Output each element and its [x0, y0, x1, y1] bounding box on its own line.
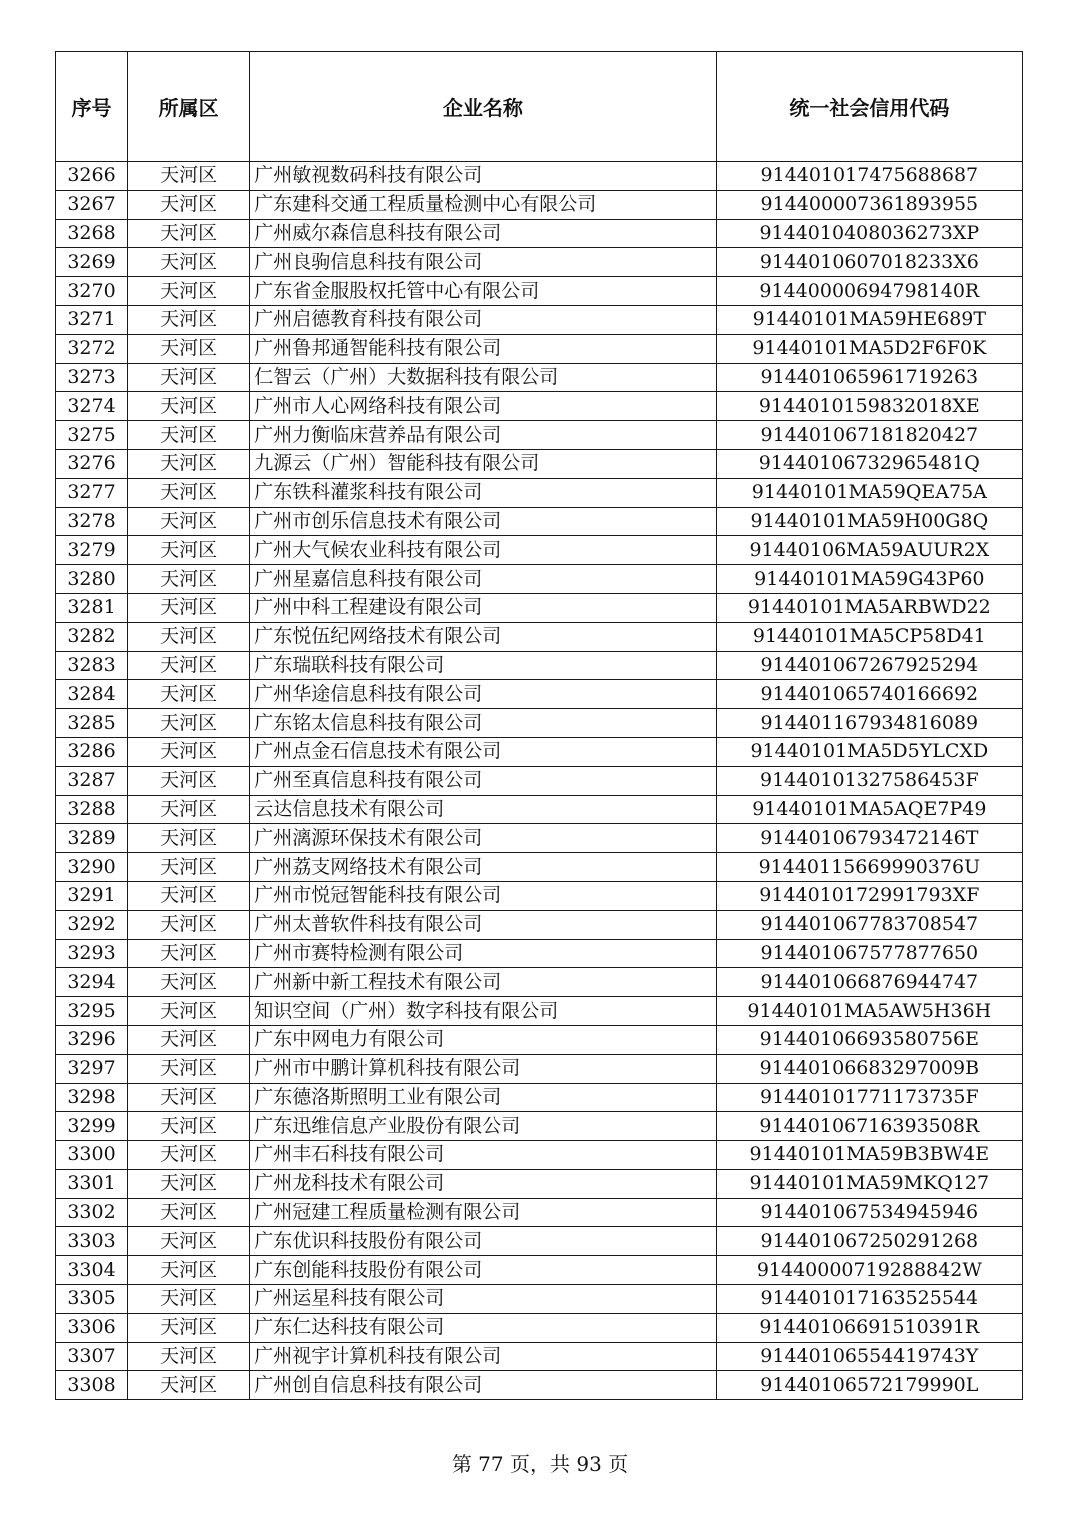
cell-serial-number: 3276 [56, 449, 128, 478]
cell-credit-code: 91440101MA59H00G8Q [716, 507, 1022, 536]
cell-serial-number: 3305 [56, 1285, 128, 1314]
cell-district: 天河区 [128, 737, 250, 766]
cell-credit-code: 91440115669990376U [716, 853, 1022, 882]
cell-company-name: 广州威尔森信息科技有限公司 [250, 219, 716, 248]
cell-company-name: 广州敏视数码科技有限公司 [250, 162, 716, 191]
cell-company-name: 广东瑞联科技有限公司 [250, 651, 716, 680]
cell-company-name: 广州大气候农业科技有限公司 [250, 536, 716, 565]
cell-credit-code: 914401065740166692 [716, 680, 1022, 709]
cell-company-name: 仁智云（广州）大数据科技有限公司 [250, 363, 716, 392]
cell-credit-code: 91440101MA5D5YLCXD [716, 737, 1022, 766]
cell-district: 天河区 [128, 565, 250, 594]
cell-credit-code: 91440106683297009B [716, 1054, 1022, 1083]
table-row [56, 277, 1023, 306]
cell-serial-number: 3271 [56, 305, 128, 334]
cell-serial-number: 3278 [56, 507, 128, 536]
table-row [56, 421, 1023, 450]
cell-serial-number: 3266 [56, 162, 128, 191]
cell-credit-code: 914401017163525544 [716, 1285, 1022, 1314]
cell-district: 天河区 [128, 421, 250, 450]
table-row [56, 1371, 1023, 1400]
table-row [56, 1256, 1023, 1285]
cell-company-name: 广东铭太信息科技有限公司 [250, 709, 716, 738]
table-row [56, 1285, 1023, 1314]
cell-credit-code: 91440106793472146T [716, 824, 1022, 853]
cell-district: 天河区 [128, 1198, 250, 1227]
cell-district: 天河区 [128, 449, 250, 478]
cell-district: 天河区 [128, 507, 250, 536]
cell-serial-number: 3306 [56, 1313, 128, 1342]
cell-district: 天河区 [128, 622, 250, 651]
cell-credit-code: 91440101MA59B3BW4E [716, 1141, 1022, 1170]
table-row [56, 910, 1023, 939]
cell-credit-code: 91440106572179990L [716, 1371, 1022, 1400]
cell-district: 天河区 [128, 824, 250, 853]
table-row [56, 1083, 1023, 1112]
cell-company-name: 广东德洛斯照明工业有限公司 [250, 1083, 716, 1112]
cell-serial-number: 3267 [56, 190, 128, 219]
cell-company-name: 广州视宇计算机科技有限公司 [250, 1342, 716, 1371]
table-row [56, 651, 1023, 680]
cell-credit-code: 91440106693580756E [716, 1025, 1022, 1054]
cell-company-name: 广东创能科技股份有限公司 [250, 1256, 716, 1285]
cell-credit-code: 91440101MA5D2F6F0K [716, 334, 1022, 363]
table-row [56, 248, 1023, 277]
cell-district: 天河区 [128, 795, 250, 824]
cell-serial-number: 3289 [56, 824, 128, 853]
cell-company-name: 广州荔支网络技术有限公司 [250, 853, 716, 882]
header-credit-code: 统一社会信用代码 [716, 52, 1022, 162]
cell-district: 天河区 [128, 305, 250, 334]
cell-credit-code: 91440106691510391R [716, 1313, 1022, 1342]
cell-credit-code: 91440101MA59HE689T [716, 305, 1022, 334]
cell-serial-number: 3282 [56, 622, 128, 651]
cell-credit-code: 91440101327586453F [716, 766, 1022, 795]
cell-company-name: 广州中科工程建设有限公司 [250, 593, 716, 622]
cell-credit-code: 91440106554419743Y [716, 1342, 1022, 1371]
cell-serial-number: 3291 [56, 881, 128, 910]
cell-district: 天河区 [128, 248, 250, 277]
cell-district: 天河区 [128, 478, 250, 507]
table-row [56, 536, 1023, 565]
cell-credit-code: 91440106732965481Q [716, 449, 1022, 478]
table-row [56, 766, 1023, 795]
cell-district: 天河区 [128, 1112, 250, 1141]
cell-serial-number: 3280 [56, 565, 128, 594]
cell-district: 天河区 [128, 219, 250, 248]
cell-serial-number: 3288 [56, 795, 128, 824]
cell-district: 天河区 [128, 1342, 250, 1371]
cell-company-name: 广州漓源环保技术有限公司 [250, 824, 716, 853]
cell-credit-code: 914401067250291268 [716, 1227, 1022, 1256]
table-row [56, 824, 1023, 853]
table-row [56, 853, 1023, 882]
cell-credit-code: 91440106MA59AUUR2X [716, 536, 1022, 565]
cell-credit-code: 9144010172991793XF [716, 881, 1022, 910]
cell-serial-number: 3292 [56, 910, 128, 939]
cell-company-name: 广州至真信息科技有限公司 [250, 766, 716, 795]
cell-credit-code: 914401065961719263 [716, 363, 1022, 392]
cell-credit-code: 91440101MA5AW5H36H [716, 997, 1022, 1026]
cell-district: 天河区 [128, 651, 250, 680]
cell-company-name: 广东省金服股权托管中心有限公司 [250, 277, 716, 306]
table-row [56, 968, 1023, 997]
cell-company-name: 广州创自信息科技有限公司 [250, 1371, 716, 1400]
cell-company-name: 广州华途信息科技有限公司 [250, 680, 716, 709]
cell-credit-code: 91440101MA59G43P60 [716, 565, 1022, 594]
cell-serial-number: 3274 [56, 392, 128, 421]
cell-district: 天河区 [128, 910, 250, 939]
cell-credit-code: 91440101771173735F [716, 1083, 1022, 1112]
cell-serial-number: 3268 [56, 219, 128, 248]
cell-district: 天河区 [128, 277, 250, 306]
cell-credit-code: 914401067181820427 [716, 421, 1022, 450]
cell-company-name: 广州市中鹏计算机科技有限公司 [250, 1054, 716, 1083]
cell-district: 天河区 [128, 997, 250, 1026]
cell-serial-number: 3302 [56, 1198, 128, 1227]
cell-company-name: 广东建科交通工程质量检测中心有限公司 [250, 190, 716, 219]
cell-serial-number: 3287 [56, 766, 128, 795]
cell-serial-number: 3301 [56, 1169, 128, 1198]
cell-serial-number: 3303 [56, 1227, 128, 1256]
table-row [56, 1313, 1023, 1342]
cell-serial-number: 3273 [56, 363, 128, 392]
cell-serial-number: 3298 [56, 1083, 128, 1112]
table-row [56, 622, 1023, 651]
cell-district: 天河区 [128, 1083, 250, 1112]
cell-company-name: 广州龙科技术有限公司 [250, 1169, 716, 1198]
cell-company-name: 广州太普软件科技有限公司 [250, 910, 716, 939]
cell-company-name: 广东铁科灌浆科技有限公司 [250, 478, 716, 507]
cell-company-name: 广州市人心网络科技有限公司 [250, 392, 716, 421]
cell-serial-number: 3269 [56, 248, 128, 277]
cell-district: 天河区 [128, 709, 250, 738]
cell-company-name: 广州星嘉信息科技有限公司 [250, 565, 716, 594]
cell-credit-code: 914401067534945946 [716, 1198, 1022, 1227]
table-row [56, 449, 1023, 478]
table-row [56, 162, 1023, 191]
cell-credit-code: 9144010408036273XP [716, 219, 1022, 248]
cell-serial-number: 3304 [56, 1256, 128, 1285]
cell-district: 天河区 [128, 1025, 250, 1054]
table-row [56, 1112, 1023, 1141]
table-row [56, 565, 1023, 594]
cell-company-name: 广州鲁邦通智能科技有限公司 [250, 334, 716, 363]
cell-serial-number: 3283 [56, 651, 128, 680]
cell-company-name: 广州市悦冠智能科技有限公司 [250, 881, 716, 910]
cell-district: 天河区 [128, 1169, 250, 1198]
cell-serial-number: 3275 [56, 421, 128, 450]
cell-district: 天河区 [128, 1371, 250, 1400]
table-row [56, 334, 1023, 363]
cell-serial-number: 3294 [56, 968, 128, 997]
table-row [56, 363, 1023, 392]
cell-credit-code: 9144010607018233X6 [716, 248, 1022, 277]
cell-serial-number: 3281 [56, 593, 128, 622]
company-list-table [55, 51, 1023, 1400]
cell-serial-number: 3295 [56, 997, 128, 1026]
cell-company-name: 广州市赛特检测有限公司 [250, 939, 716, 968]
cell-credit-code: 914401067267925294 [716, 651, 1022, 680]
table-header [56, 52, 1023, 162]
table-row [56, 305, 1023, 334]
cell-district: 天河区 [128, 536, 250, 565]
cell-district: 天河区 [128, 968, 250, 997]
cell-company-name: 广州点金石信息技术有限公司 [250, 737, 716, 766]
table-row [56, 795, 1023, 824]
cell-district: 天河区 [128, 1256, 250, 1285]
table-row [56, 593, 1023, 622]
table-row [56, 709, 1023, 738]
cell-serial-number: 3299 [56, 1112, 128, 1141]
cell-district: 天河区 [128, 1285, 250, 1314]
cell-serial-number: 3272 [56, 334, 128, 363]
cell-credit-code: 91440101MA59QEA75A [716, 478, 1022, 507]
cell-company-name: 广东仁达科技有限公司 [250, 1313, 716, 1342]
cell-district: 天河区 [128, 939, 250, 968]
cell-serial-number: 3285 [56, 709, 128, 738]
cell-company-name: 广州新中新工程技术有限公司 [250, 968, 716, 997]
cell-district: 天河区 [128, 1054, 250, 1083]
table-row [56, 881, 1023, 910]
table-row [56, 680, 1023, 709]
cell-credit-code: 914401017475688687 [716, 162, 1022, 191]
table-row [56, 1227, 1023, 1256]
header-row [56, 52, 1023, 162]
table-row [56, 1198, 1023, 1227]
cell-credit-code: 914401066876944747 [716, 968, 1022, 997]
cell-credit-code: 91440101MA59MKQ127 [716, 1169, 1022, 1198]
cell-company-name: 广东中网电力有限公司 [250, 1025, 716, 1054]
cell-credit-code: 914401067577877650 [716, 939, 1022, 968]
header-serial-number: 序号 [56, 52, 128, 162]
cell-serial-number: 3284 [56, 680, 128, 709]
cell-company-name: 广州力衡临床营养品有限公司 [250, 421, 716, 450]
header-district: 所属区 [128, 52, 250, 162]
cell-credit-code: 91440000719288842W [716, 1256, 1022, 1285]
cell-company-name: 广州运星科技有限公司 [250, 1285, 716, 1314]
cell-credit-code: 914400007361893955 [716, 190, 1022, 219]
table-row [56, 997, 1023, 1026]
cell-serial-number: 3296 [56, 1025, 128, 1054]
cell-credit-code: 91440106716393508R [716, 1112, 1022, 1141]
table-row [56, 507, 1023, 536]
cell-district: 天河区 [128, 162, 250, 191]
cell-serial-number: 3290 [56, 853, 128, 882]
cell-serial-number: 3286 [56, 737, 128, 766]
cell-district: 天河区 [128, 680, 250, 709]
cell-credit-code: 914401067783708547 [716, 910, 1022, 939]
table-row [56, 1054, 1023, 1083]
table-row [56, 1169, 1023, 1198]
cell-serial-number: 3297 [56, 1054, 128, 1083]
table-row [56, 1342, 1023, 1371]
cell-company-name: 广东悦伍纪网络技术有限公司 [250, 622, 716, 651]
cell-credit-code: 91440101MA5ARBWD22 [716, 593, 1022, 622]
cell-district: 天河区 [128, 363, 250, 392]
cell-district: 天河区 [128, 190, 250, 219]
cell-district: 天河区 [128, 881, 250, 910]
cell-serial-number: 3293 [56, 939, 128, 968]
table-row [56, 190, 1023, 219]
cell-district: 天河区 [128, 334, 250, 363]
cell-company-name: 广州良驹信息科技有限公司 [250, 248, 716, 277]
cell-company-name: 广州市创乐信息技术有限公司 [250, 507, 716, 536]
cell-company-name: 广州启德教育科技有限公司 [250, 305, 716, 334]
header-company-name: 企业名称 [250, 52, 716, 162]
table-row [56, 392, 1023, 421]
table-row [56, 737, 1023, 766]
cell-company-name: 知识空间（广州）数字科技有限公司 [250, 997, 716, 1026]
cell-district: 天河区 [128, 766, 250, 795]
cell-district: 天河区 [128, 392, 250, 421]
cell-serial-number: 3279 [56, 536, 128, 565]
table-row [56, 1141, 1023, 1170]
cell-company-name: 广州丰石科技有限公司 [250, 1141, 716, 1170]
table-row [56, 1025, 1023, 1054]
cell-district: 天河区 [128, 853, 250, 882]
cell-district: 天河区 [128, 1141, 250, 1170]
cell-serial-number: 3270 [56, 277, 128, 306]
cell-serial-number: 3300 [56, 1141, 128, 1170]
cell-credit-code: 914401167934816089 [716, 709, 1022, 738]
cell-credit-code: 91440101MA5CP58D41 [716, 622, 1022, 651]
cell-company-name: 广东迅维信息产业股份有限公司 [250, 1112, 716, 1141]
cell-district: 天河区 [128, 593, 250, 622]
cell-company-name: 云达信息技术有限公司 [250, 795, 716, 824]
table-row [56, 219, 1023, 248]
table-row [56, 478, 1023, 507]
cell-serial-number: 3307 [56, 1342, 128, 1371]
page-number: 第 77 页，共 93 页 [451, 1452, 629, 1476]
cell-district: 天河区 [128, 1227, 250, 1256]
cell-company-name: 广州冠建工程质量检测有限公司 [250, 1198, 716, 1227]
cell-credit-code: 91440101MA5AQE7P49 [716, 795, 1022, 824]
cell-company-name: 广东优识科技股份有限公司 [250, 1227, 716, 1256]
cell-serial-number: 3308 [56, 1371, 128, 1400]
cell-credit-code: 9144010159832018XE [716, 392, 1022, 421]
cell-district: 天河区 [128, 1313, 250, 1342]
cell-company-name: 九源云（广州）智能科技有限公司 [250, 449, 716, 478]
table-row [56, 939, 1023, 968]
cell-credit-code: 91440000694798140R [716, 277, 1022, 306]
cell-serial-number: 3277 [56, 478, 128, 507]
table-body [56, 162, 1023, 1400]
